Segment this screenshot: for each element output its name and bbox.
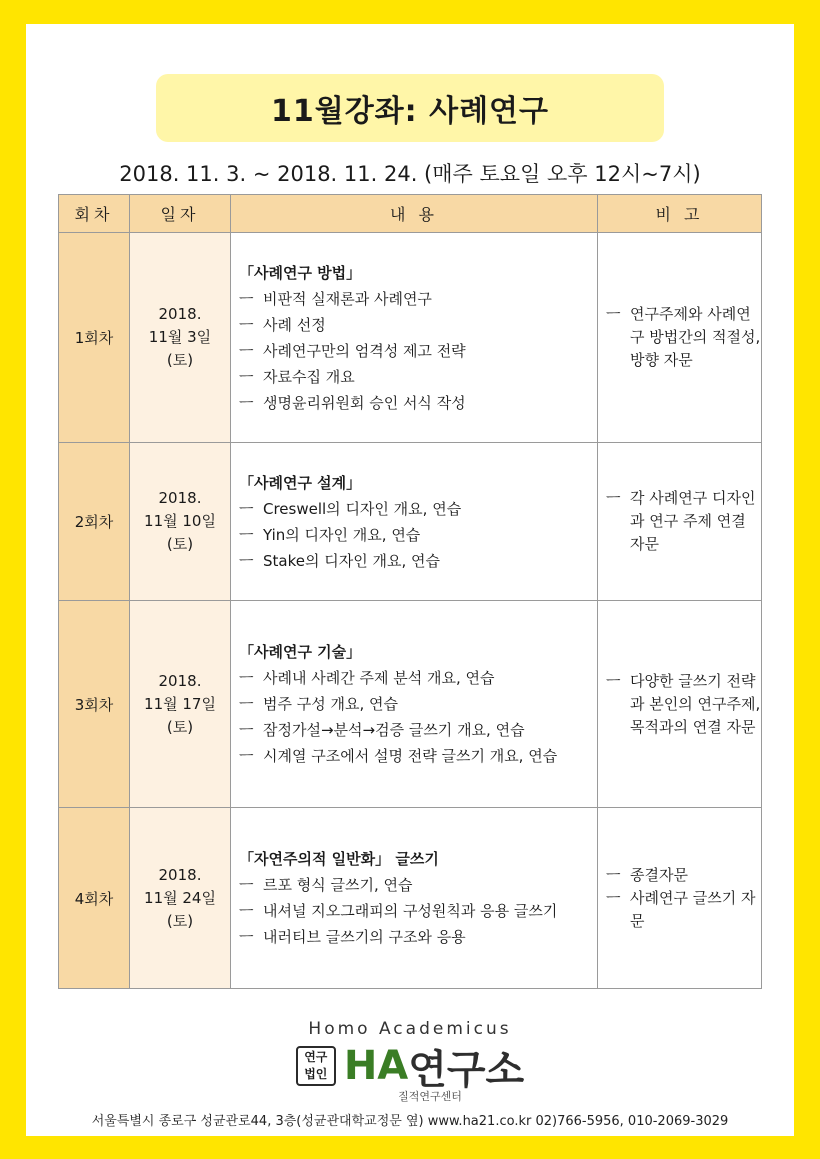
note-item: ㅡ 연구주제와 사례연구 방법간의 적절성, 방향 자문 (606, 305, 761, 369)
date-cell (130, 601, 231, 808)
content-item: ㅡ Yin의 디자인 개요, 연습 (239, 525, 421, 544)
date-year: 2018. (158, 671, 202, 690)
poster-page (26, 24, 794, 1136)
note-cell (598, 601, 762, 808)
tagline: Homo Academicus (308, 1019, 512, 1039)
note-item: ㅡ 각 사례연구 디자인과 연구 주제 연결 자문 (606, 489, 756, 553)
content-cell (231, 233, 598, 443)
note-item: ㅡ 다양한 글쓰기 전략과 본인의 연구주제, 목적과의 연결 자문 (606, 671, 761, 736)
badge-line2: 법인 (304, 1067, 328, 1081)
date-year: 2018. (158, 305, 202, 323)
note-cell (598, 808, 762, 989)
content-item: ㅡ 사례연구만의 엄격성 제고 전략 (239, 341, 466, 360)
sub-label: 질적연구센터 (398, 1090, 462, 1103)
date-cell (130, 233, 231, 443)
page-title: 11월강좌: 사례연구 (156, 74, 664, 142)
content-item: ㅡ 자료수집 개요 (239, 367, 355, 386)
header-round: 회차 (59, 195, 130, 233)
table-row (59, 233, 762, 443)
content-cell (231, 601, 598, 808)
date-day: 11월 3일 (148, 328, 212, 346)
content-cell (231, 443, 598, 601)
date-range: 2018. 11. 3. ~ 2018. 11. 24. (매주 토요일 오후 12시~7시) (119, 162, 701, 186)
content-title: 「자연주의적 일반화」 글쓰기 (239, 850, 439, 868)
content-item: ㅡ Creswell의 디자인 개요, 연습 (239, 499, 462, 518)
table-row (59, 601, 762, 808)
table-header-row (59, 195, 762, 233)
date-cell (130, 808, 231, 989)
header-date: 일자 (130, 195, 231, 233)
date-year: 2018. (158, 865, 202, 884)
date-day: 11월 17일 (144, 694, 216, 713)
date-year: 2018. (158, 489, 202, 507)
round-cell: 3회차 (59, 601, 130, 808)
content-title: 「사례연구 설계」 (239, 473, 362, 492)
address: 서울특별시 종로구 성균관로44, 3층(성균관대학교정문 옆) www.ha21.co.kr 02)766-5956, 010-2069-3029 (91, 1114, 729, 1129)
table-row (59, 808, 762, 989)
date-weekday: (토) (166, 535, 194, 553)
round-cell: 1회차 (59, 233, 130, 443)
date-cell (130, 443, 231, 601)
content-item: ㅡ 비판적 실재론과 사례연구 (239, 289, 432, 308)
header-note: 비 고 (598, 195, 762, 233)
header-content: 내 용 (231, 195, 598, 233)
round-cell: 2회차 (59, 443, 130, 601)
content-item: ㅡ 사례내 사례간 주제 분석 개요, 연습 (239, 669, 495, 687)
content-item: ㅡ 범주 구성 개요, 연습 (239, 695, 398, 713)
content-item: ㅡ 내러티브 글쓰기의 구조와 응용 (239, 928, 466, 946)
date-day: 11월 10일 (144, 512, 216, 530)
note-cell (598, 233, 762, 443)
table-row (59, 443, 762, 601)
content-title: 「사례연구 기술」 (239, 643, 362, 661)
note-item: ㅡ 사례연구 글쓰기 자문 (606, 888, 756, 930)
date-weekday: (토) (166, 351, 194, 369)
date-weekday: (토) (166, 911, 194, 930)
badge-line1: 연구 (304, 1050, 328, 1064)
content-item: ㅡ 사례 선정 (239, 315, 326, 334)
content-item: ㅡ 시계열 구조에서 설명 전략 글쓰기 개요, 연습 (239, 747, 558, 765)
logo-badge (296, 1046, 336, 1086)
logo-ha: HA (343, 1043, 409, 1089)
content-item: ㅡ 잠정가설→분석→검증 글쓰기 개요, 연습 (239, 721, 525, 739)
date-day: 11월 24일 (144, 888, 216, 907)
content-item: ㅡ 내셔널 지오그래피의 구성원칙과 응용 글쓰기 (239, 902, 558, 920)
schedule-table (58, 194, 762, 989)
note-cell (598, 443, 762, 601)
content-title: 「사례연구 방법」 (239, 263, 362, 282)
content-item: ㅡ 르포 형식 글쓰기, 연습 (239, 876, 413, 894)
date-weekday: (토) (166, 717, 194, 736)
content-item: ㅡ 생명윤리위원회 승인 서식 작성 (239, 393, 466, 412)
content-cell (231, 808, 598, 989)
content-item: ㅡ Stake의 디자인 개요, 연습 (239, 551, 440, 570)
round-cell: 4회차 (59, 808, 130, 989)
note-item: ㅡ 종결자문 (606, 865, 688, 884)
logo-name: 연구소 (408, 1046, 525, 1093)
logo (26, 1041, 794, 1091)
